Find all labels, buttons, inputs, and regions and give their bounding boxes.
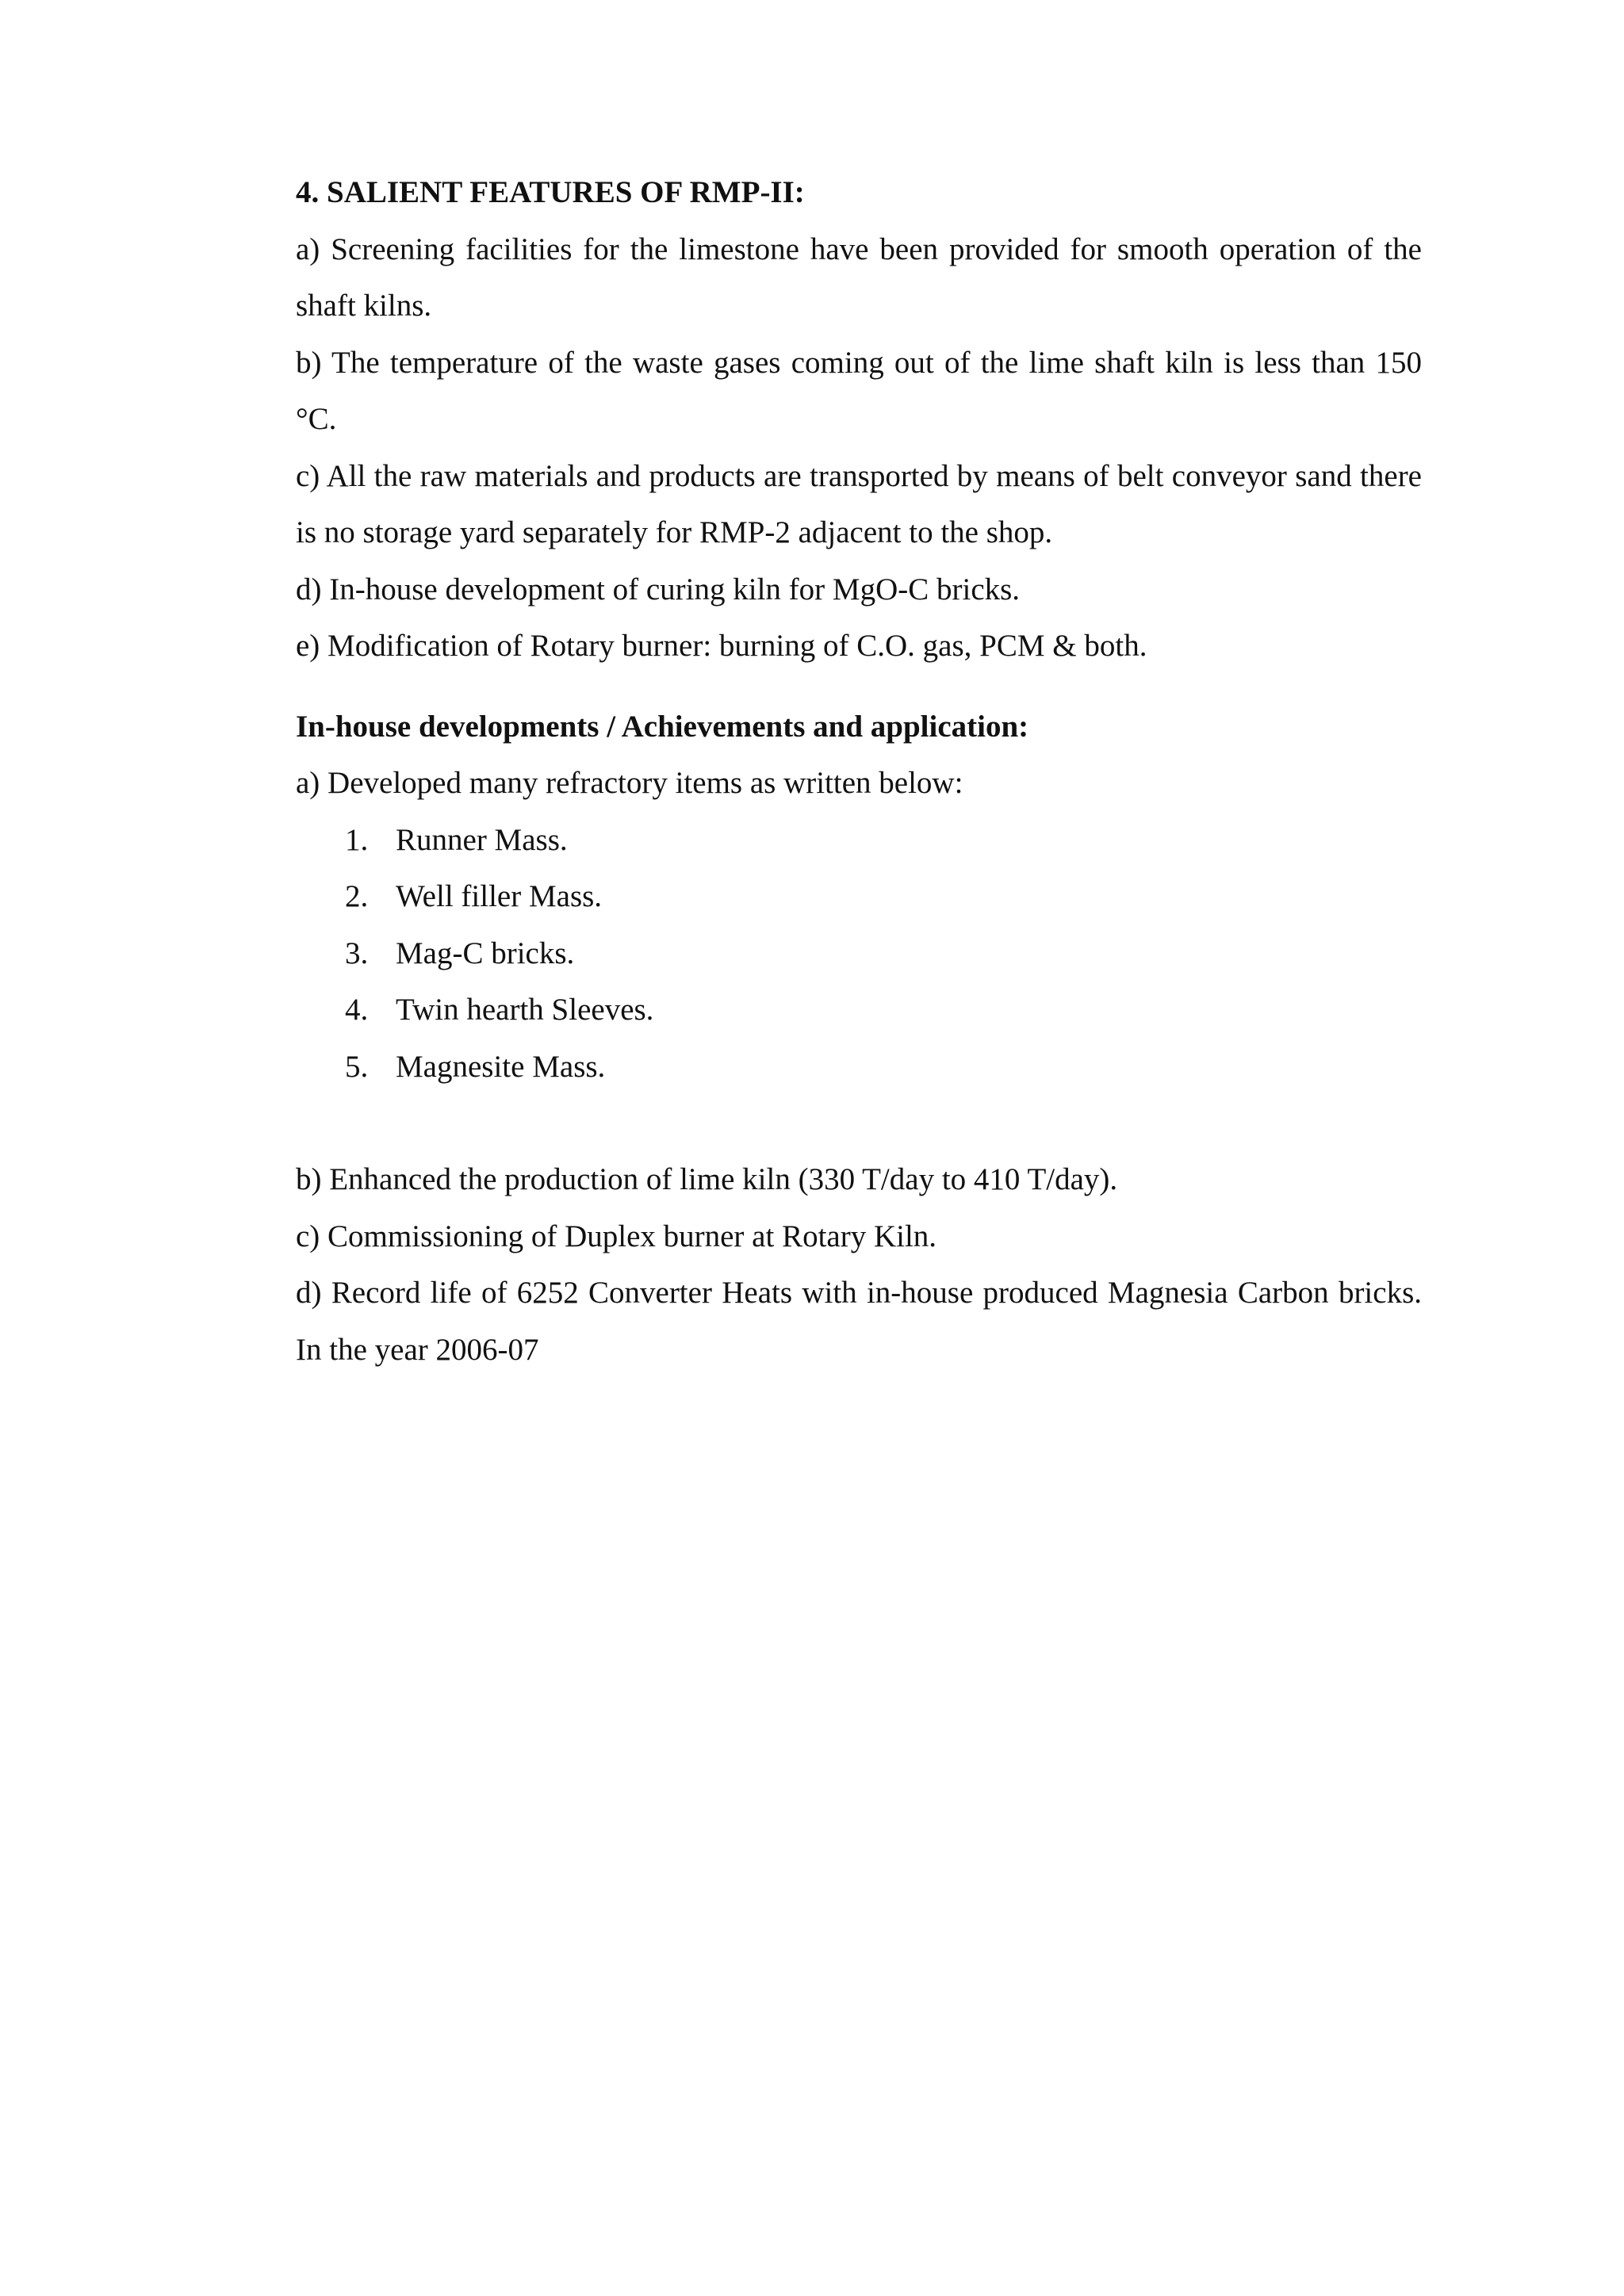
achievement-point-c: c) Commissioning of Duplex burner at Rotary Kiln.	[296, 1219, 937, 1253]
list-item-text: Twin hearth Sleeves.	[396, 993, 654, 1027]
list-item-number: 2.	[345, 879, 369, 913]
list-item-text: Well filler Mass.	[396, 879, 603, 913]
list-item-number: 4.	[345, 993, 369, 1027]
page-content	[296, 164, 1422, 1378]
list-item-text: Magnesite Mass.	[396, 1049, 606, 1084]
feature-point-e: e) Modification of Rotary burner: burning of C.O. gas, PCM & both.	[296, 629, 1147, 663]
list-spacer	[296, 1095, 1422, 1151]
list-item-number: 3.	[345, 936, 369, 970]
list-item-text: Runner Mass.	[396, 822, 568, 857]
list-item	[296, 868, 1422, 925]
feature-point-b: b) The temperature of the waste gases coming out of the lime shaft kiln is less than 150 °C.	[296, 345, 1422, 436]
achievement-intro-a: a) Developed many refractory items as written below:	[296, 766, 963, 800]
list-item	[296, 1039, 1422, 1096]
section-heading-salient-features: 4. SALIENT FEATURES OF RMP-II:	[296, 175, 805, 209]
achievement-point-b: b) Enhanced the production of lime kiln (330 T/day to 410 T/day).	[296, 1162, 1118, 1196]
list-item-number: 5.	[345, 1049, 369, 1084]
list-item	[296, 812, 1422, 869]
list-item-text: Mag-C bricks.	[396, 936, 575, 970]
section-heading-achievements: In-house developments / Achievements and application:	[296, 709, 1029, 744]
list-item	[296, 925, 1422, 982]
list-item-number: 1.	[345, 822, 369, 857]
list-item	[296, 982, 1422, 1039]
achievement-point-d: d) Record life of 6252 Converter Heats with in-house produced Magnesia Carbon bricks. In the year 2006-07	[296, 1276, 1422, 1367]
section-spacer	[296, 675, 1422, 698]
feature-point-a: a) Screening facilities for the limestone have been provided for smooth operation of the shaft kilns.	[296, 232, 1422, 323]
feature-point-d: d) In-house development of curing kiln for MgO-C bricks.	[296, 572, 1021, 607]
refractory-items-list	[296, 812, 1422, 1096]
feature-point-c: c) All the raw materials and products are transported by means of belt conveyor sand there is no storage yard separately for RMP-2 adjacent to the shop.	[296, 458, 1422, 549]
